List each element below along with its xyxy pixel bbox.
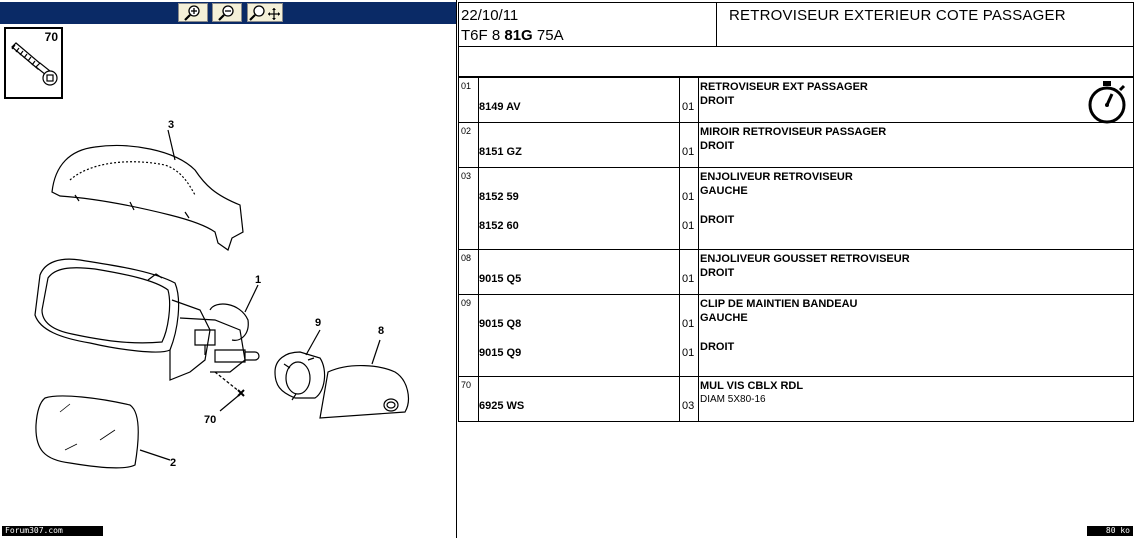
part-variant: DROIT: [700, 341, 735, 353]
screw-detail-box: [4, 27, 63, 99]
part-description: ENJOLIVEUR GOUSSET RETROVISEUR: [700, 253, 910, 265]
glass-part-2: [36, 396, 138, 468]
part-description: MIROIR RETROVISEUR PASSAGER: [700, 126, 887, 138]
parts-panel: [458, 0, 1135, 538]
clip-part-9: [275, 352, 325, 400]
part-variant: DROIT: [700, 214, 735, 226]
code-bold: 81G: [504, 27, 533, 44]
row-ref-cell: [479, 295, 680, 377]
row-desc-cell: [699, 250, 1134, 295]
row-qty-cell: [680, 250, 699, 295]
part-description: RETROVISEUR EXT PASSAGER: [700, 81, 868, 93]
parts-row[interactable]: [459, 78, 1134, 123]
row-index-cell: [459, 250, 479, 295]
row-ref-cell: [479, 78, 680, 123]
zoom-in-button[interactable]: [178, 3, 208, 22]
page-size-badge: 80 ko: [1087, 526, 1133, 536]
header-date: 22/10/11: [461, 7, 519, 24]
part-variant: GAUCHE: [700, 312, 748, 324]
callout-3: 3: [168, 119, 175, 131]
row-desc-cell: [699, 295, 1134, 377]
part-variant: DROIT: [700, 95, 735, 107]
part-description: MUL VIS CBLX RDL: [700, 380, 804, 392]
part-quantity: 01: [682, 191, 695, 203]
row-desc-cell: [699, 123, 1134, 168]
callout-8: 8: [378, 325, 385, 337]
row-qty-cell: [680, 168, 699, 250]
part-reference[interactable]: 6925 WS: [479, 400, 525, 412]
zoom-out-button[interactable]: [212, 3, 242, 22]
row-index-cell: [459, 78, 479, 123]
zoom-pan-button[interactable]: [247, 3, 283, 22]
part-reference[interactable]: 8151 GZ: [479, 146, 522, 158]
parts-header: [458, 2, 1134, 47]
part-variant: GAUCHE: [700, 185, 748, 197]
parts-table: [458, 77, 1134, 422]
part-description: ENJOLIVEUR RETROVISEUR: [700, 171, 853, 183]
row-qty-cell: [680, 295, 699, 377]
callout-70: 70: [204, 414, 217, 426]
page-title: RETROVISEUR EXTERIEUR COTE PASSAGER: [729, 7, 1066, 24]
part-quantity: 01: [682, 146, 695, 158]
row-ref-cell: [479, 377, 680, 422]
row-index-cell: [459, 123, 479, 168]
screw-icon: [6, 37, 61, 97]
callout-2: 2: [170, 457, 177, 469]
zoom-in-icon: [182, 5, 204, 21]
part-reference[interactable]: 9015 Q5: [479, 273, 522, 285]
gusset-part-8: [320, 366, 408, 418]
part-reference[interactable]: 8152 59: [479, 191, 519, 203]
part-variant: DIAM 5X80-16: [700, 394, 766, 405]
row-desc-cell: [699, 168, 1134, 250]
row-index-cell: [459, 295, 479, 377]
stopwatch-icon[interactable]: [1087, 78, 1129, 126]
row-index: 70: [461, 380, 472, 390]
row-qty-cell: [680, 78, 699, 123]
row-index: 01: [461, 81, 472, 91]
parts-row[interactable]: [459, 295, 1134, 377]
header-code: [461, 27, 564, 44]
part-quantity: 03: [682, 400, 695, 412]
row-index-cell: [459, 168, 479, 250]
part-reference[interactable]: 9015 Q9: [479, 347, 522, 359]
cover-part-3: [52, 146, 243, 250]
row-index: 02: [461, 126, 472, 136]
row-index: 03: [461, 171, 472, 181]
housing-part-1: [35, 259, 262, 380]
row-index-cell: [459, 377, 479, 422]
parts-row[interactable]: [459, 123, 1134, 168]
row-ref-cell: [479, 250, 680, 295]
part-reference[interactable]: 8152 60: [479, 220, 519, 232]
row-desc-cell: [699, 78, 1134, 123]
part-reference[interactable]: 9015 Q8: [479, 318, 522, 330]
detail-number: 70: [44, 30, 58, 44]
code-suffix: 75A: [532, 27, 564, 44]
header-divider: [716, 3, 717, 46]
row-qty-cell: [680, 123, 699, 168]
diagram-panel: [0, 0, 457, 538]
part-quantity: 01: [682, 273, 695, 285]
part-variant: DROIT: [700, 267, 735, 279]
part-reference[interactable]: 8149 AV: [479, 101, 521, 113]
part-quantity: 01: [682, 220, 695, 232]
row-desc-cell: [699, 377, 1134, 422]
callout-9: 9: [315, 317, 322, 329]
zoom-toolbar: [0, 2, 456, 24]
part-quantity: 01: [682, 347, 695, 359]
row-index: 08: [461, 253, 472, 263]
parts-row[interactable]: [459, 377, 1134, 422]
parts-row[interactable]: [459, 168, 1134, 250]
row-ref-cell: [479, 168, 680, 250]
site-watermark: Forum307.com: [2, 526, 103, 536]
row-index: 09: [461, 298, 472, 308]
part-quantity: 01: [682, 318, 695, 330]
part-description: CLIP DE MAINTIEN BANDEAU: [700, 298, 858, 310]
zoom-pan-icon: [249, 5, 281, 21]
part-quantity: 01: [682, 101, 695, 113]
row-ref-cell: [479, 123, 680, 168]
zoom-out-icon: [216, 5, 238, 21]
subheader-row: [458, 46, 1134, 77]
exploded-view-drawing: [0, 100, 456, 520]
part-variant: DROIT: [700, 140, 735, 152]
parts-row[interactable]: [459, 250, 1134, 295]
callout-1: 1: [255, 274, 262, 286]
row-qty-cell: [680, 377, 699, 422]
code-prefix: T6F 8: [461, 27, 505, 44]
